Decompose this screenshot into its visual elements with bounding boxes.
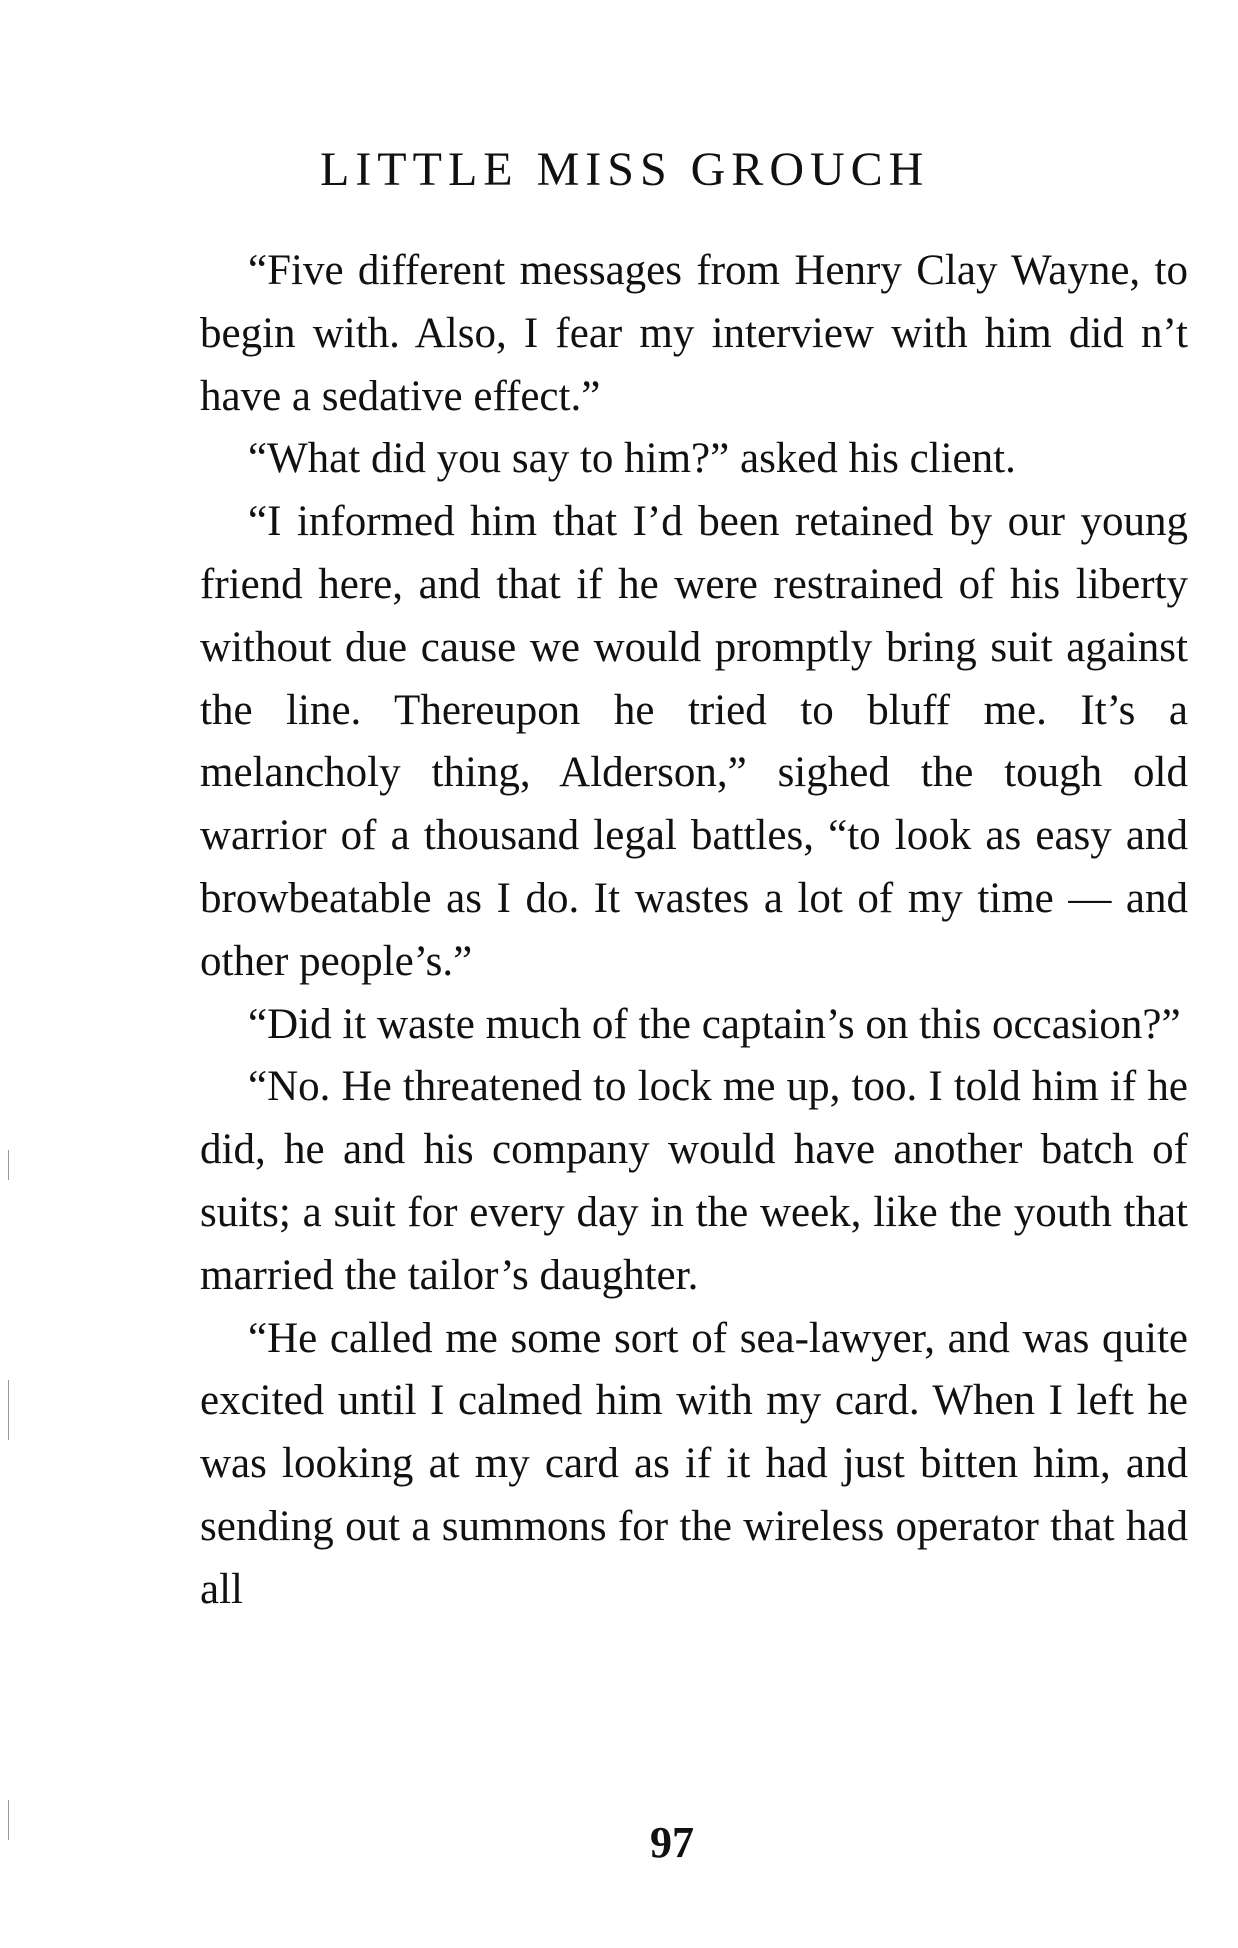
paragraph: “I informed him that I’d been retained by our young friend here, and that if he were restrained of his liberty without due cause we would promptly bring suit against the line. Thereupon he tried to bluff me. It’s a melancholy thing, Alderson,” sighed the tough old warrior of a thousand legal battles, “to look as easy and browbeatable as I do. It wastes a lot of my time — and other people’s.” (200, 498, 1188, 985)
scan-edge-mark (8, 1800, 9, 1840)
paragraph: “No. He threatened to lock me up, too. I told him if he did, he and his company would have another batch of suits; a suit for every day in the week, like the youth that married the tailor’s daughter. (200, 1063, 1188, 1299)
paragraph: “Did it waste much of the captain’s on this occasion?” (248, 1000, 1181, 1048)
paragraph: “What did you say to him?” asked his client. (248, 435, 1016, 483)
paragraph: “Five different messages from Henry Clay Wayne, to begin with. Also, I fear my interview with him did n’t have a sedative effect.” (200, 247, 1188, 420)
running-head: LITTLE MISS GROUCH (320, 143, 930, 196)
scan-edge-mark (8, 1380, 9, 1440)
page-body (200, 240, 1188, 1622)
page-number: 97 (650, 1818, 694, 1867)
paragraph: “He called me some sort of sea-lawyer, and was quite excited until I calmed him with my card. When I left he was looking at my card as if it had just bitten him, and sending out a summons for the wireless operator that had all (200, 1314, 1188, 1613)
scan-edge-mark (8, 1150, 9, 1180)
